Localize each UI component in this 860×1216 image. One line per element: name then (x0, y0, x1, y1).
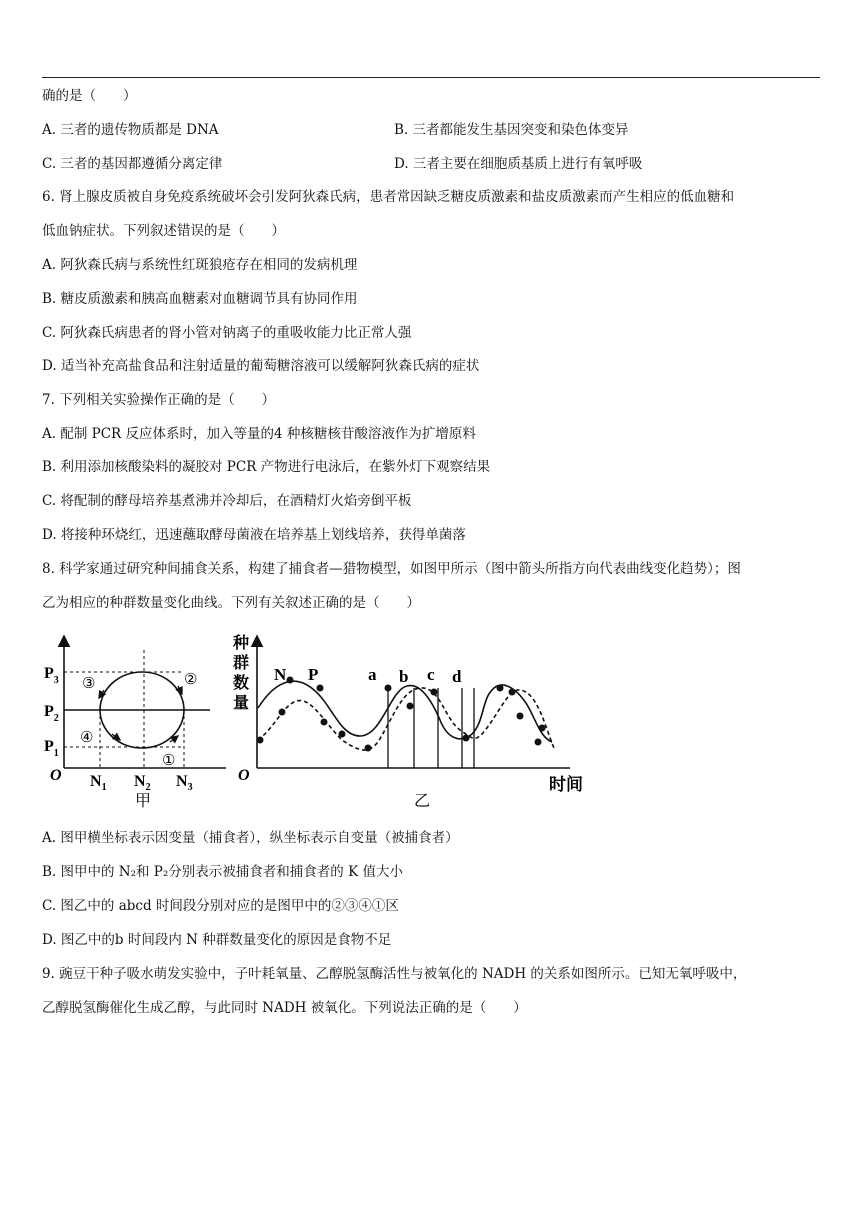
q7-option-b[interactable]: B. 利用添加核酸染料的凝胶对 PCR 产物进行电泳后，在紫外灯下观察结果 (42, 459, 491, 475)
q5-option-c[interactable]: C. 三者的基因都遵循分离定律 (42, 156, 223, 172)
yi-label-c: c (427, 665, 435, 684)
jia-region-2: ② (184, 672, 198, 688)
diagram-jia (44, 636, 226, 810)
yi-dot (321, 719, 328, 726)
yi-label-d: d (452, 667, 462, 686)
q7-option-a[interactable]: A. 配制 PCR 反应体系时，加入等量的4 种核糖核苷酸溶液作为扩增原料 (42, 426, 476, 442)
yi-y-char-3: 数 (233, 675, 250, 692)
yi-y-char-2: 群 (233, 655, 250, 672)
yi-dot (509, 689, 516, 696)
jia-n2-label: $N_2$ (134, 773, 151, 793)
q9-stem-line1: 9. 豌豆干种子吸水萌发实验中，子叶耗氧量、乙醇脱氢酶活性与被氧化的 NADH 的关系如图所示。已知无氧呼吸中， (42, 966, 747, 982)
yi-dot (287, 677, 294, 684)
jia-origin: O (50, 767, 62, 784)
jia-region-4: ④ (80, 730, 94, 746)
jia-n3-label: $N_3$ (176, 773, 193, 793)
jia-p1-label: $P_1$ (44, 738, 59, 759)
q6-option-b[interactable]: B. 糖皮质激素和胰高血糖素对血糖调节具有协同作用 (42, 291, 358, 307)
q5-option-b[interactable]: B. 三者都能发生基因突变和染色体变异 (394, 122, 629, 138)
yi-dot (517, 713, 524, 720)
yi-label-b: b (399, 667, 409, 686)
jia-n1-label: $N_1$ (90, 773, 107, 793)
q8-stem-line1: 8. 科学家通过研究种间捕食关系，构建了捕食者—猎物模型，如图甲所示（图中箭头所指方向代表曲线变化趋势）；图 (42, 561, 741, 577)
yi-y-char-1: 种 (233, 635, 250, 652)
jia-caption: 甲 (135, 793, 152, 810)
q5-stem-tail: 确的是（ ） (42, 88, 137, 104)
yi-dot (365, 745, 372, 752)
yi-dot (279, 709, 286, 716)
yi-dot (339, 731, 346, 738)
q8-option-c[interactable]: C. 图乙中的 abcd 时间段分别对应的是图甲中的②③④①区 (42, 898, 399, 914)
yi-x-axis-label: 时间 (549, 775, 583, 794)
q8-option-d[interactable]: D. 图乙中的b 时间段内 N 种群数量变化的原因是食物不足 (42, 932, 392, 948)
yi-label-p: P (308, 665, 319, 684)
yi-dot (431, 689, 438, 696)
yi-label-n: N (274, 665, 287, 684)
q9-stem-line2: 乙醇脱氢酶催化生成乙醇，与此同时 NADH 被氧化。下列说法正确的是（ ） (42, 1000, 527, 1016)
q7-option-d[interactable]: D. 将接种环烧红，迅速蘸取酵母菌液在培养基上划线培养，获得单菌落 (42, 527, 466, 543)
yi-dot (317, 685, 324, 692)
yi-dot (497, 685, 504, 692)
yi-curve-p (258, 688, 554, 750)
yi-dot (535, 739, 542, 746)
header-rule (42, 77, 820, 78)
yi-curve-n (258, 681, 552, 742)
jia-p2-label: $P_2$ (44, 703, 59, 724)
yi-dot (407, 703, 414, 710)
yi-dot (539, 725, 546, 732)
yi-dot (463, 735, 470, 742)
q6-stem-line2: 低血钠症状。下列叙述错误的是（ ） (42, 223, 285, 239)
jia-region-3: ③ (82, 676, 96, 692)
q8-figure-svg (42, 630, 602, 820)
diagram-yi (232, 633, 583, 810)
yi-y-char-4: 量 (233, 695, 250, 712)
yi-dot (257, 737, 264, 744)
q8-stem-line2: 乙为相应的种群数量变化曲线。下列有关叙述正确的是（ ） (42, 595, 420, 611)
q5-option-d[interactable]: D. 三者主要在细胞质基质上进行有氧呼吸 (394, 156, 643, 172)
q5-option-a[interactable]: A. 三者的遗传物质都是 DNA (42, 122, 219, 138)
q8-figure (42, 630, 602, 820)
q8-option-a[interactable]: A. 图甲横坐标表示因变量（捕食者），纵坐标表示自变量（被捕食者） (42, 830, 459, 846)
yi-origin: O (238, 767, 250, 784)
q8-option-b[interactable]: B. 图甲中的 N₂和 P₂分别表示被捕食者和捕食者的 K 值大小 (42, 864, 403, 880)
q6-stem-line1: 6. 肾上腺皮质被自身免疫系统破坏会引发阿狄森氏病，患者常因缺乏糖皮质激素和盐皮质激素而产生相应的低血糖和 (42, 189, 735, 205)
yi-caption: 乙 (414, 793, 431, 810)
yi-label-a: a (368, 665, 377, 684)
q6-option-d[interactable]: D. 适当补充高盐食品和注射适量的葡萄糖溶液可以缓解阿狄森氏病的症状 (42, 358, 480, 374)
q6-option-c[interactable]: C. 阿狄森氏病患者的肾小管对钠离子的重吸收能力比正常人强 (42, 325, 412, 341)
q7-stem: 7. 下列相关实验操作正确的是（ ） (42, 392, 276, 408)
q6-option-a[interactable]: A. 阿狄森氏病与系统性红斑狼疮存在相同的发病机理 (42, 257, 358, 273)
q7-option-c[interactable]: C. 将配制的酵母培养基煮沸并冷却后，在酒精灯火焰旁倒平板 (42, 493, 412, 509)
jia-region-1: ① (162, 753, 176, 769)
jia-p3-label: $P_3$ (44, 665, 59, 686)
